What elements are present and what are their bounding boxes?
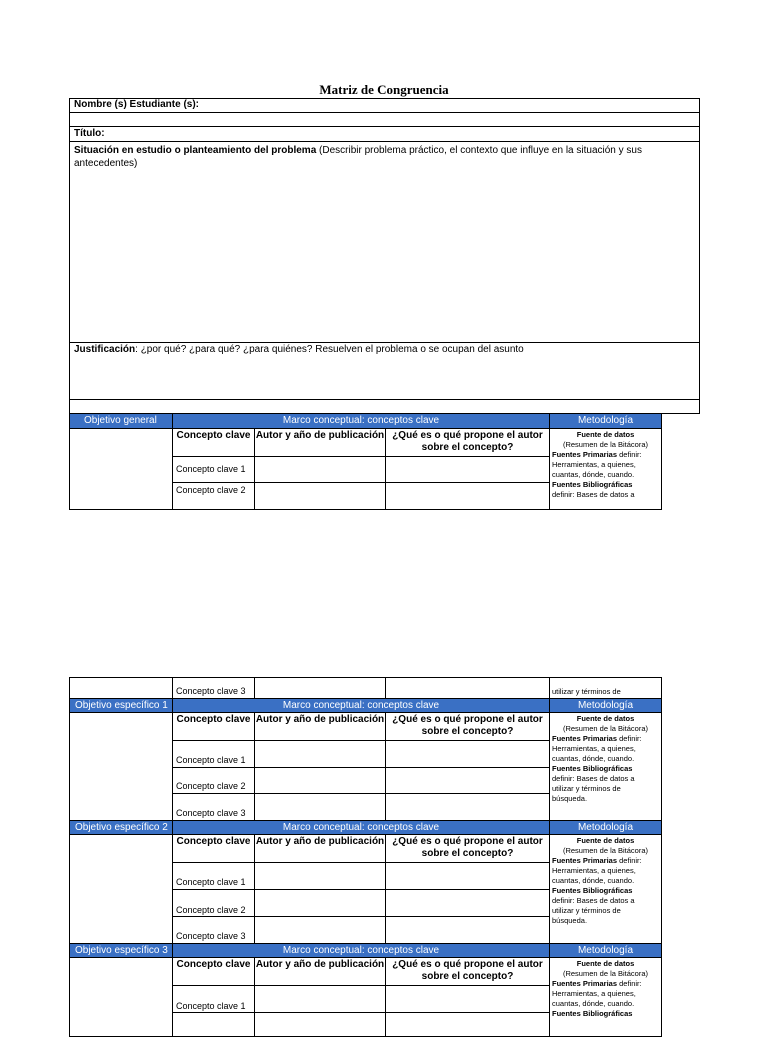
situacion-box[interactable] <box>69 141 700 343</box>
marco-conceptual-header: Marco conceptual: conceptos clave <box>172 413 550 429</box>
concepto-row <box>172 456 255 483</box>
concepto-row <box>172 889 255 917</box>
titulo-row <box>69 126 700 142</box>
situacion-heading: Situación en estudio o planteamiento del problema <box>74 145 317 156</box>
fuentes-primarias-label: Fuentes Primarias <box>552 979 618 988</box>
fuentes-bibliograficas: Fuentes Bibliográficas <box>552 764 633 773</box>
concepto-row <box>172 482 255 510</box>
marco-conceptual-header: Marco conceptual: conceptos clave <box>172 943 550 958</box>
concepto-label: Concepto clave 1 <box>176 1001 246 1011</box>
metodologia-header: Metodología <box>549 698 662 713</box>
justificacion-box[interactable] <box>69 342 700 400</box>
col-concepto-clave: Concepto clave <box>172 957 255 986</box>
fuentes-primarias-define: definir: <box>617 856 642 865</box>
concepto-row <box>172 677 255 699</box>
col-que-propone: ¿Qué es o qué propone el autor sobre el concepto? <box>385 834 550 863</box>
autor-cell[interactable] <box>254 793 386 821</box>
fuente-datos: Fuente de datos <box>576 836 635 845</box>
fuentes-bibliograficas: Fuentes Bibliográficas <box>552 480 633 489</box>
que-cell[interactable] <box>385 677 550 699</box>
justificacion-description: : ¿por qué? ¿para qué? ¿para quiénes? Resuelven el problema o se ocupan del asunto <box>135 344 524 355</box>
concepto-row <box>172 862 255 890</box>
concepto-label: Concepto clave 3 <box>176 686 246 696</box>
que-cell[interactable] <box>385 916 550 944</box>
que-cell[interactable] <box>385 1012 550 1037</box>
resumen-bitacora: (Resumen de la Bitácora) <box>562 440 649 449</box>
situacion-description: (Describir problema práctico, el contexto que influye en la situación y sus antecedentes) <box>74 145 642 169</box>
nombre-row <box>69 98 700 113</box>
fuente-datos: Fuente de datos <box>576 430 635 439</box>
que-cell[interactable] <box>385 889 550 917</box>
metodologia-cell[interactable] <box>549 428 662 510</box>
justificacion-text <box>70 343 699 357</box>
objetivo-especifico-2-cell[interactable] <box>69 834 173 944</box>
fuentes-bibliograficas-text: utilizar y términos de <box>552 687 621 696</box>
justificacion-heading: Justificación <box>74 344 136 355</box>
titulo-label: Título: <box>74 128 105 139</box>
fuentes-primarias <box>552 979 659 989</box>
fuentes-primarias <box>552 450 659 460</box>
fuentes-primarias-label: Fuentes Primarias <box>552 450 618 459</box>
objetivo-especifico-2-header: Objetivo específico 2 <box>69 820 173 835</box>
objetivo-especifico-1-header: Objetivo específico 1 <box>69 698 173 713</box>
concepto-row <box>172 985 255 1013</box>
fuentes-bibliograficas-text: utilizar y términos de <box>552 906 621 915</box>
resumen-bitacora: (Resumen de la Bitácora) <box>562 724 649 733</box>
fuente-datos: Fuente de datos <box>576 959 635 968</box>
que-cell[interactable] <box>385 862 550 890</box>
fuentes-bibliograficas: Fuentes Bibliográficas <box>552 886 633 895</box>
concepto-label: Concepto clave 1 <box>176 755 246 765</box>
autor-cell[interactable] <box>254 456 386 483</box>
document-title: Matriz de Congruencia <box>319 82 449 97</box>
autor-cell[interactable] <box>254 767 386 794</box>
fuentes-bibliograficas-text: búsqueda. <box>552 916 588 925</box>
autor-cell[interactable] <box>254 862 386 890</box>
fuentes-primarias-text: Herramientas, a quienes, cuantas, dónde, cuando. <box>552 744 636 763</box>
metodologia-continuation <box>549 677 662 699</box>
concepto-label: Concepto clave 1 <box>176 877 246 887</box>
objetivo-especifico-3-cell[interactable] <box>69 957 173 1037</box>
autor-cell[interactable] <box>254 1012 386 1037</box>
fuentes-bibliograficas: Fuentes Bibliográficas <box>552 1009 633 1018</box>
concepto-row <box>172 793 255 821</box>
col-autor-anio: Autor y año de publicación <box>254 957 386 986</box>
metodologia-cell[interactable] <box>549 957 662 1037</box>
fuentes-primarias-define: definir: <box>617 734 642 743</box>
fuentes-primarias-label: Fuentes Primarias <box>552 734 618 743</box>
fuentes-primarias-text: Herramientas, a quienes, cuantas, dónde, cuando. <box>552 460 636 479</box>
concepto-label: Concepto clave 2 <box>176 905 246 915</box>
que-cell[interactable] <box>385 767 550 794</box>
col-autor-anio: Autor y año de publicación <box>254 834 386 863</box>
metodologia-cell[interactable] <box>549 712 662 821</box>
objetivo-especifico-3-header: Objetivo específico 3 <box>69 943 173 958</box>
fuentes-primarias-define: definir: <box>617 450 642 459</box>
fuentes-primarias-text: Herramientas, a quienes, cuantas, dónde, cuando. <box>552 866 636 885</box>
col-concepto-clave: Concepto clave <box>172 834 255 863</box>
fuentes-bibliograficas-text: definir: Bases de datos a <box>552 774 635 783</box>
que-cell[interactable] <box>385 456 550 483</box>
metodologia-header: Metodología <box>549 943 662 958</box>
col-autor-anio: Autor y año de publicación <box>254 428 386 457</box>
concepto-label: Concepto clave 3 <box>176 808 246 818</box>
col-concepto-clave: Concepto clave <box>172 712 255 741</box>
fuentes-primarias <box>552 734 659 744</box>
objetivo-general-cell[interactable] <box>69 428 173 510</box>
que-cell[interactable] <box>385 740 550 768</box>
nombre-value-row[interactable] <box>69 112 700 127</box>
fuentes-bibliograficas-text: utilizar y términos de <box>552 784 621 793</box>
marco-conceptual-header: Marco conceptual: conceptos clave <box>172 820 550 835</box>
metodologia-header: Metodología <box>549 820 662 835</box>
continuation-objetivo-cell <box>69 677 173 699</box>
fuentes-primarias-define: definir: <box>617 979 642 988</box>
autor-cell[interactable] <box>254 916 386 944</box>
col-que-propone: ¿Qué es o qué propone el autor sobre el concepto? <box>385 428 550 457</box>
que-cell[interactable] <box>385 482 550 510</box>
objetivo-general-header: Objetivo general <box>69 413 173 429</box>
concepto-label: Concepto clave 3 <box>176 931 246 941</box>
situacion-text <box>70 142 699 172</box>
concepto-label: Concepto clave 1 <box>176 464 246 474</box>
autor-cell[interactable] <box>254 677 386 699</box>
col-autor-anio: Autor y año de publicación <box>254 712 386 741</box>
fuentes-bibliograficas-text: definir: Bases de datos a <box>552 896 635 905</box>
fuentes-bibliograficas-text: búsqueda. <box>552 794 588 803</box>
concepto-row <box>172 767 255 794</box>
concepto-label: Concepto clave 2 <box>176 781 246 791</box>
fuentes-primarias <box>552 856 659 866</box>
resumen-bitacora: (Resumen de la Bitácora) <box>562 969 649 978</box>
marco-conceptual-header: Marco conceptual: conceptos clave <box>172 698 550 713</box>
fuentes-bibliograficas-text: definir: Bases de datos a <box>552 490 635 499</box>
concepto-row <box>172 1012 255 1037</box>
metodologia-header: Metodología <box>549 413 662 429</box>
que-cell[interactable] <box>385 793 550 821</box>
autor-cell[interactable] <box>254 482 386 510</box>
blank-row <box>69 399 700 414</box>
concepto-row <box>172 740 255 768</box>
fuentes-primarias-label: Fuentes Primarias <box>552 856 618 865</box>
autor-cell[interactable] <box>254 740 386 768</box>
autor-cell[interactable] <box>254 985 386 1013</box>
col-que-propone: ¿Qué es o qué propone el autor sobre el concepto? <box>385 712 550 741</box>
objetivo-especifico-1-cell[interactable] <box>69 712 173 821</box>
metodologia-cell[interactable] <box>549 834 662 944</box>
fuente-datos: Fuente de datos <box>576 714 635 723</box>
col-que-propone: ¿Qué es o qué propone el autor sobre el concepto? <box>385 957 550 986</box>
que-cell[interactable] <box>385 985 550 1013</box>
resumen-bitacora: (Resumen de la Bitácora) <box>562 846 649 855</box>
nombre-label: Nombre (s) Estudiante (s): <box>74 99 200 110</box>
concepto-label: Concepto clave 2 <box>176 485 246 495</box>
autor-cell[interactable] <box>254 889 386 917</box>
concepto-row <box>172 916 255 944</box>
fuentes-primarias-text: Herramientas, a quienes, cuantas, dónde, cuando. <box>552 989 636 1008</box>
col-concepto-clave: Concepto clave <box>172 428 255 457</box>
